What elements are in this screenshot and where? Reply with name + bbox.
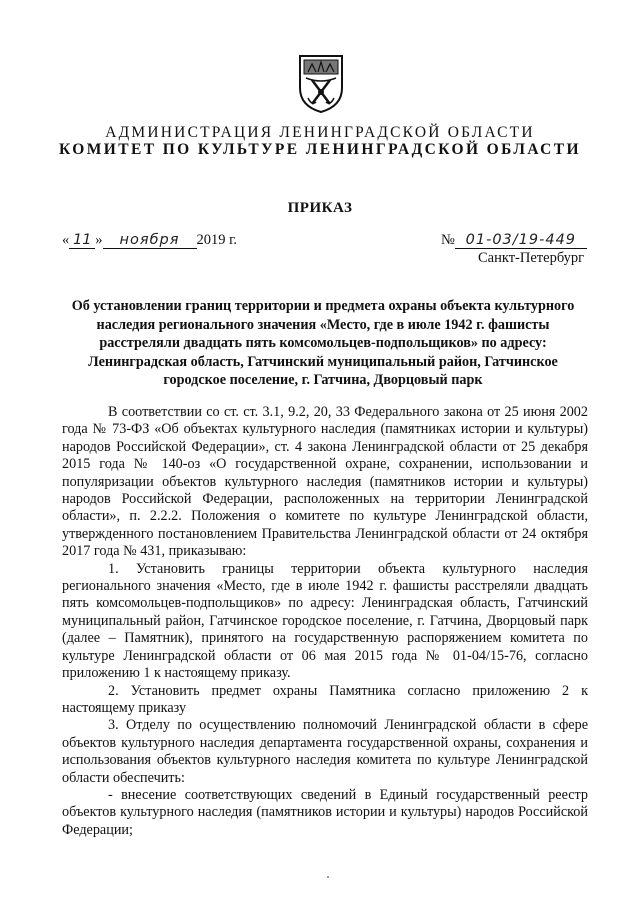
order-body — [62, 404, 588, 839]
date-open-quote: « — [62, 232, 70, 248]
clause-2: 2. Установить предмет охраны Памятника согласно приложению 2 к настоящему приказу — [62, 682, 588, 716]
order-number — [441, 232, 587, 249]
city: Санкт-Петербург — [478, 250, 585, 266]
date-month: ноября — [103, 232, 197, 249]
coat-of-arms-icon — [296, 54, 346, 114]
administration-title: АДМИНИСТРАЦИЯ ЛЕНИНГРАДСКОЙ ОБЛАСТИ — [105, 124, 535, 141]
committee-title: КОМИТЕТ ПО КУЛЬТУРЕ ЛЕНИНГРАДСКОЙ ОБЛАСТИ — [59, 141, 581, 158]
page-mark — [327, 876, 329, 878]
order-subject: Об установлении границ территории и предмета охраны объекта культурного наследия регионального значения «Место, где в июле 1942 г. фашисты расстреляли двадцать пять комсомольцев-подпольщиков» по адресу: Ленинградская область, Гатчинский муниципальный район, Гатчинское городское поселение, г. Гатчина, Дворцовый парк — [71, 298, 575, 389]
date-year: 2019 г. — [196, 232, 238, 248]
clause-3-item: - внесение соответствующих сведений в Единый государственный реестр объектов культурного наследия (памятников истории и культуры) народов Российской Федерации; — [62, 786, 588, 838]
date-day: 11 — [69, 232, 95, 249]
clause-1: 1. Установить границы территории объекта культурного наследия регионального значения «Место, где в июле 1942 г. фашисты расстреляли двадцать пять комсомольцев-подпольщиков» по адресу: Ленинградская область, Гатчинский муниципальный район, Гатчинское городское поселение, г. Гатчина, Дворцовый парк (далее – Памятник), принятого на государственную распоряжением комитета по культуре Ленинградской области от 06 мая 2015 года № 01-04/15-76, согласно приложению 1 к настоящему приказу. — [62, 560, 588, 682]
number-prefix: № — [441, 232, 455, 248]
preamble-paragraph: В соответствии со ст. ст. 3.1, 9.2, 20, 33 Федерального закона от 25 июня 2002 года № 73-ФЗ «Об объектах культурного наследия (памятниках истории и культуры) народов Российской Федерации», ст. 4 закона Ленинградской области от 25 декабря 2015 года № 140-оз «О государственной охране, сохранении, использовании и популяризации объектов культурного наследия (памятников истории и культуры) народов Российской Федерации, расположенных на территории Ленинградской области», п. 2.2.2. Положения о комитете по культуре Ленинградской области, утвержденного постановлением Правительства Ленинградской области от 24 октября 2017 года № 431, приказываю: — [62, 404, 588, 560]
date-close-quote: » — [95, 232, 103, 248]
order-date — [62, 232, 237, 249]
number-value: 01-03/19-449 — [455, 232, 587, 249]
clause-3: 3. Отделу по осуществлению полномочий Ленинградской области в сфере объектов культурного наследия департамента государственной охраны, сохранения и использования объектов культурного наследия комитета по культуре Ленинградской области обеспечить: — [62, 717, 588, 786]
document-type: ПРИКАЗ — [287, 200, 353, 216]
